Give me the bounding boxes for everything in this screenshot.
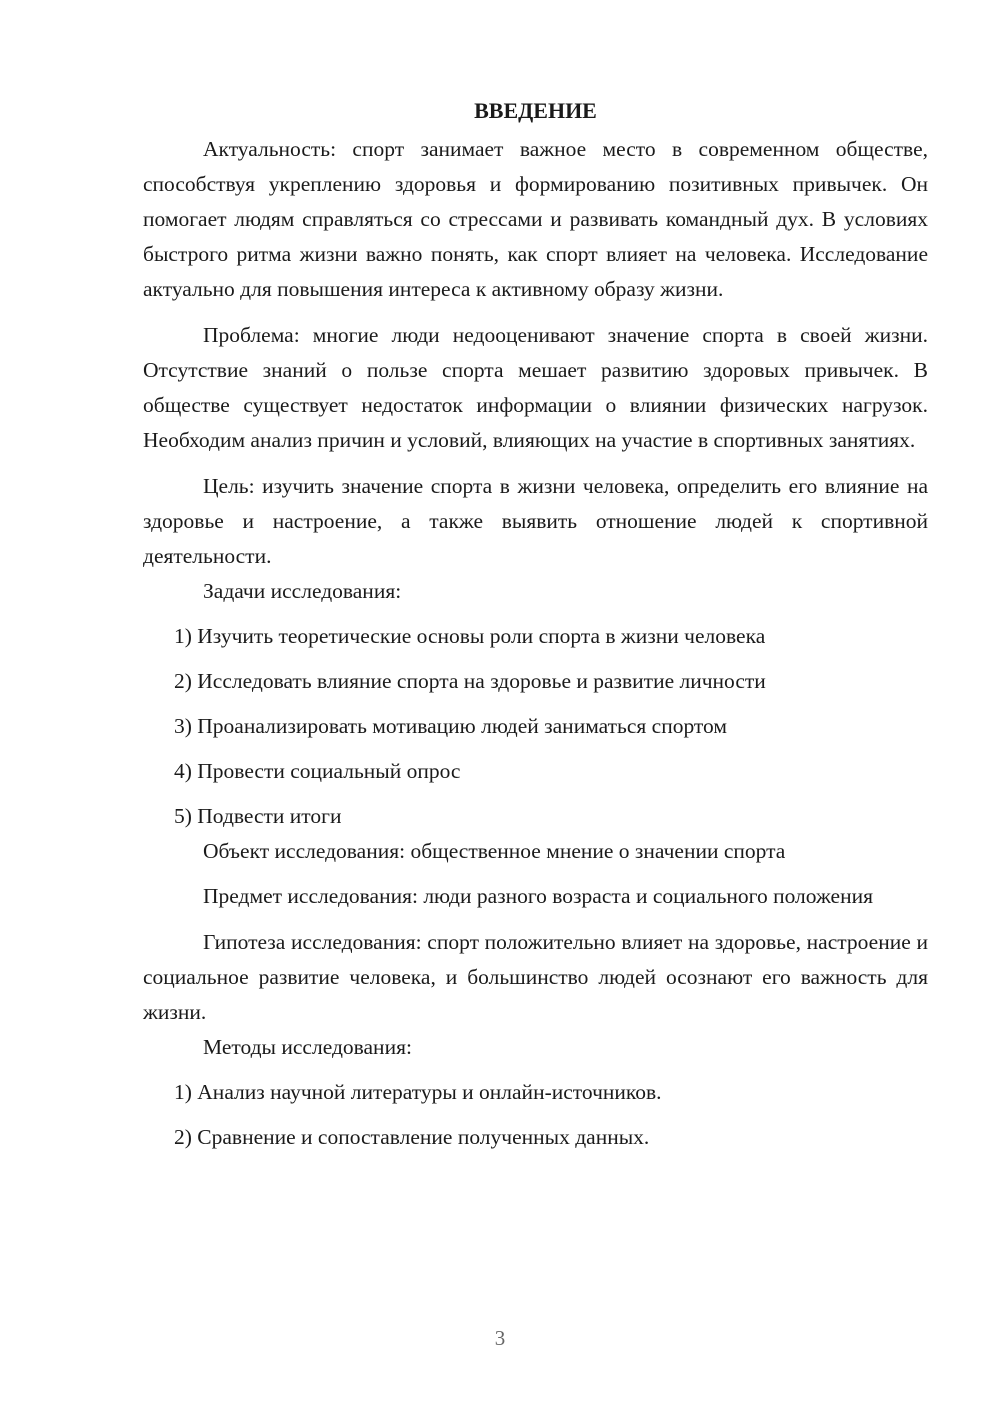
page-title: ВВЕДЕНИЕ (474, 98, 597, 123)
list-item: 3) Проанализировать мотивацию людей заниматься спортом (174, 714, 727, 738)
list-item: 2) Сравнение и сопоставление полученных данных. (174, 1125, 650, 1149)
object-paragraph: Объект исследования: общественное мнение о значении спорта (203, 839, 786, 863)
methods-list (143, 1075, 928, 1155)
methods-label: Методы исследования: (203, 1035, 412, 1059)
list-item: 1) Анализ научной литературы и онлайн-источников. (174, 1080, 662, 1104)
list-item: 1) Изучить теоретические основы роли спорта в жизни человека (174, 624, 766, 648)
problem-paragraph: Проблема: многие люди недооценивают значение спорта в своей жизни. Отсутствие знаний о пользе спорта мешает развитию здоровых привычек. В обществе существует недостаток информации о влиянии физических нагрузок. Необходим анализ причин и условий, влияющих на участие в спортивных занятиях. (143, 323, 928, 452)
tasks-list (143, 619, 928, 834)
goal-paragraph: Цель: изучить значение спорта в жизни человека, определить его влияние на здоровье и настроение, а также выявить отношение людей к спортивной деятельности. (143, 474, 928, 568)
subject-paragraph: Предмет исследования: люди разного возраста и социального положения (203, 884, 873, 908)
hypothesis-paragraph: Гипотеза исследования: спорт положительно влияет на здоровье, настроение и социальное развитие человека, и большинство людей осознают его важность для жизни. (143, 930, 928, 1024)
page-number: 3 (494, 1326, 506, 1350)
relevance-paragraph: Актуальность: спорт занимает важное место в современном обществе, способствуя укреплению здоровья и формированию позитивных привычек. Он помогает людям справляться со стрессами и развивать командный дух. В условиях быстрого ритма жизни важно понять, как спорт влияет на человека. Исследование актуально для повышения интереса к активному образу жизни. (143, 137, 928, 301)
list-item: 2) Исследовать влияние спорта на здоровье и развитие личности (174, 669, 766, 693)
list-item: 4) Провести социальный опрос (174, 759, 461, 783)
list-item: 5) Подвести итоги (174, 804, 342, 828)
tasks-label: Задачи исследования: (203, 579, 402, 603)
document-page (143, 94, 928, 1155)
